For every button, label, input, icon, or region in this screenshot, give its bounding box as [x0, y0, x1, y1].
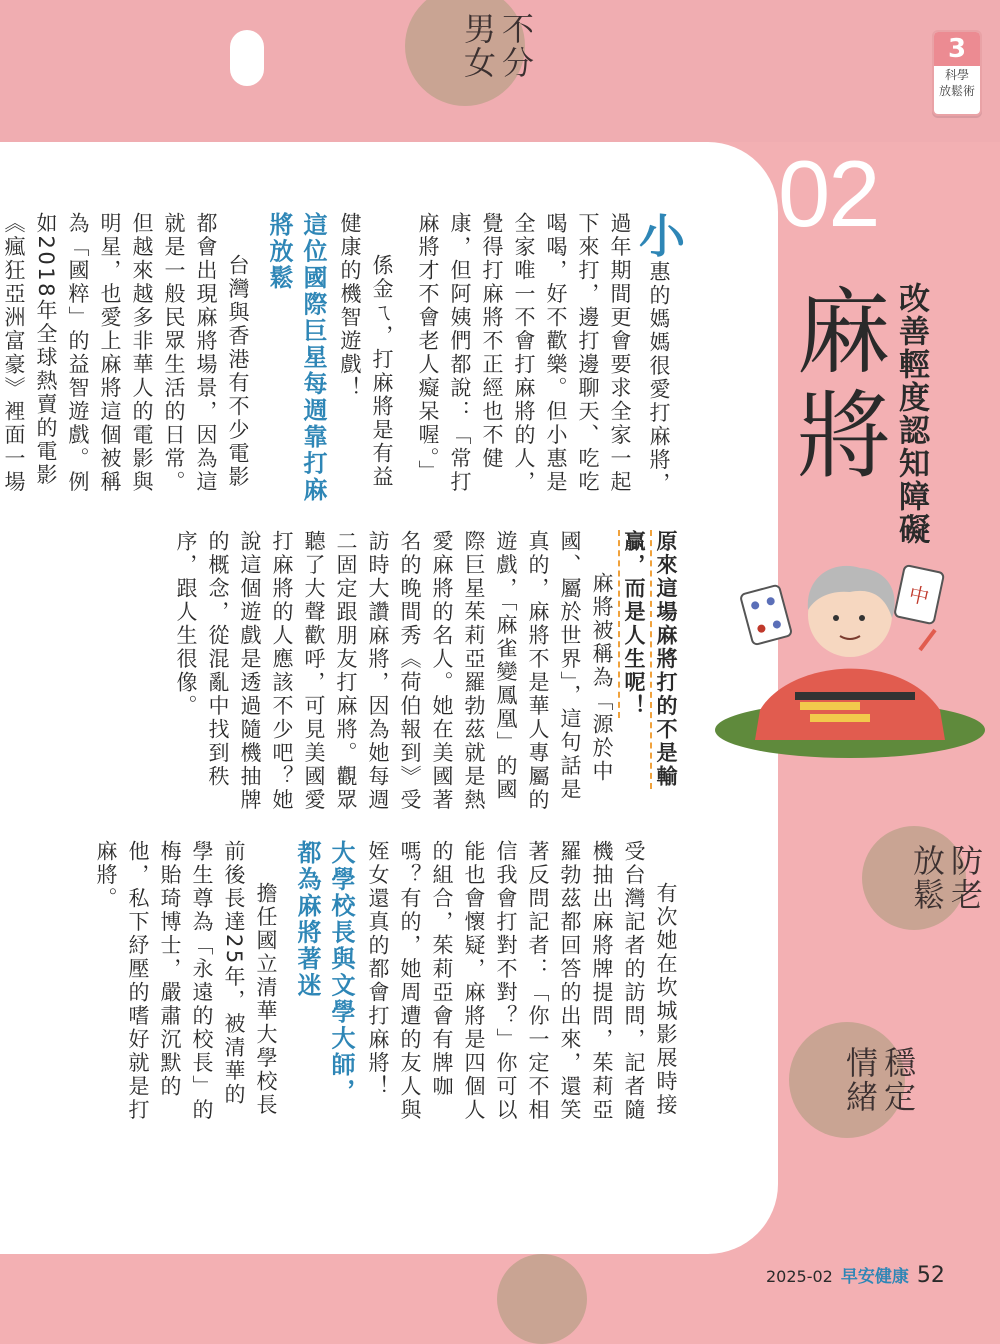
top-tag-col2: 男女: [459, 12, 497, 80]
intro-text: 惠的媽媽很愛打麻將，過年期間更會要求全家一起下來打，邊打邊聊天、吃吃喝喝，好不歡樂。但小惠是全家唯一不會打麻將的人，覺得打麻將不正經也不健康，但阿姨們都說：「常打麻將才不會老人癡呆喔。」: [416, 212, 671, 496]
paragraph-1-bold: 原來這場麻將打的不是輸贏，而是人生呢！: [618, 530, 678, 789]
magazine-brand: 早安健康: [840, 1267, 909, 1287]
middle-column-block: [112, 530, 682, 820]
side-tag-2-col2: 情緒: [841, 1046, 879, 1114]
side-tag-stable-mood: [789, 1022, 917, 1138]
paragraph-1: 台灣與香港有不少電影都會出現麻將場景，因為這就是一般民眾生活的日常。但越來越多非華人的電影與明星，也愛上麻將這個被稱為「國粹」的益智遊戲。例如2018年全球熱賣的電影《瘋狂亞洲富豪》裡面一場: [2, 212, 250, 494]
intro-text-2: 係金ㄟ，打麻將是有益健康的機智遊戲！: [338, 212, 394, 489]
heading-1: 這位國際巨星每週靠打麻將放鬆: [265, 212, 327, 504]
article-number: 02: [778, 141, 879, 246]
side-tag-anti-aging: [862, 826, 984, 930]
side-tag-2-col1: 穩定: [879, 1046, 917, 1114]
heading-2: 大學校長與文學大師，都為麻將著迷: [293, 840, 355, 1105]
paragraph-2: 麻將被稱為「源於中國、屬於世界」，這句話是真的，麻將不是華人專屬的遊戲，「麻雀變鳳凰」的國際巨星茱莉亞羅勃茲就是熱愛麻將的名人。她在美國著名的晚間秀《荷伯報到》受訪時大讚麻將，因為她每週二固定跟朋友打麻將。觀眾聽了大聲歡呼，可見美國愛打麻將的人應該不少吧？她說這個遊戲是透過隨機抽牌的概念，從混亂中找到秩序，跟人生很像。: [174, 530, 614, 812]
paragraph-3: 有次她在坎城影展時接受台灣記者的訪問，記者隨機抽出麻將牌提問，茱莉亞羅勃茲都回答的出來，還笑著反問記者：「你一定不相信我會打對不對？」你可以能也會懷疑，麻將是四個人的組合，茱莉亞會有牌咖嗎？有的，她周遭的友人與姪女還真的都會打麻將！: [366, 840, 678, 1122]
chapter-label-1: 科學: [944, 68, 969, 82]
chapter-label-2: 放鬆術: [938, 84, 975, 98]
paragraph-4: 擔任國立清華大學校長前後長達25年，被清華的學生尊為「永遠的校長」的梅貽琦博士，嚴肅沉默的他，私下紓壓的嗜好就是打麻將。: [94, 840, 278, 1122]
article-subtitle: 改善輕度認知障礙: [893, 282, 929, 546]
side-tag-1-col2: 放鬆: [908, 844, 946, 912]
lower-column-block: [94, 840, 682, 1130]
chapter-number: 3: [934, 32, 980, 66]
top-tag-col1: 不分: [497, 12, 535, 80]
intro-column-block: [2, 212, 686, 508]
page-number: 52: [916, 1263, 945, 1288]
decor-pill-bottom: [119, 1186, 153, 1242]
chapter-badge: [932, 30, 982, 116]
article-title: 麻將: [780, 282, 889, 490]
mahjong-player-illustration: [700, 540, 990, 770]
dropcap: 小: [632, 212, 686, 261]
bottom-decor-circle: [497, 1254, 587, 1344]
svg-text:中: 中: [906, 581, 932, 610]
page-footer: [766, 1262, 945, 1288]
side-tag-1-col1: 防老: [946, 844, 984, 912]
decor-pill-top: [230, 30, 264, 86]
issue-date: 2025-02: [766, 1267, 833, 1286]
